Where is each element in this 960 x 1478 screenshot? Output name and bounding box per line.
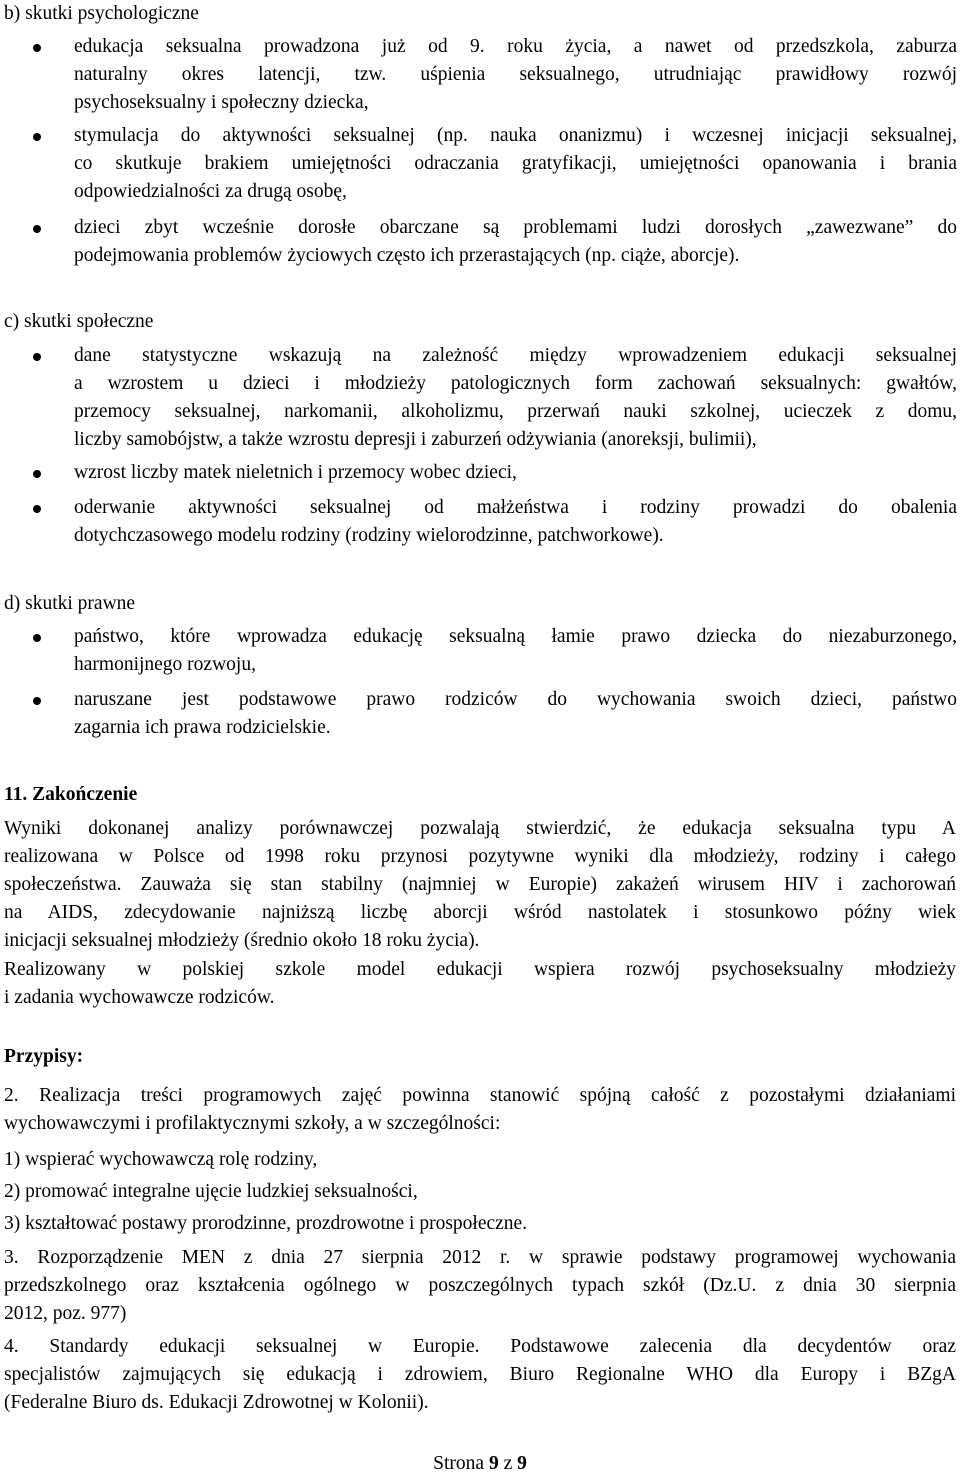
- text-line: edukacja seksualna prowadzona już od 9. roku życia, a nawet od przedszkola, zaburza: [74, 36, 957, 57]
- text-line: państwo, które wprowadza edukację seksualną łamie prawo dziecka do niezaburzonego,: [74, 626, 957, 647]
- text-line: co skutkuje brakiem umiejętności odraczania gratyfikacji, umiejętności opanowania i brania: [74, 153, 957, 174]
- text-line: 3) kształtować postawy prorodzinne, prozdrowotne i prospołeczne.: [4, 1213, 528, 1234]
- text-line: 2012, poz. 977): [4, 1303, 127, 1324]
- footnote-2-point: [4, 1146, 956, 1174]
- text-line: a wzrostem u dzieci i młodzieży patologicznych form zachowań seksualnych: gwałtów,: [74, 373, 957, 394]
- text-line: specjalistów zajmujących się edukacją i zdrowiem, Biuro Regionalne WHO dla Europy i BZgA: [4, 1364, 956, 1385]
- footer-total-pages: 9: [517, 1453, 527, 1474]
- text-line: odpowiedzialności za drugą osobę,: [74, 181, 347, 202]
- text-line: zagarnia ich prawa rodzicielskie.: [74, 717, 331, 738]
- conclusion-paragraph-1: [4, 815, 956, 955]
- text-line: liczby samobójstw, a także wzrostu depresji i zaburzeń odżywiania (anoreksji, bulimii),: [74, 429, 757, 450]
- footnote-2: [4, 1082, 956, 1138]
- text-line: 1) wspierać wychowawczą rolę rodziny,: [4, 1149, 318, 1170]
- text-line: naruszane jest podstawowe prawo rodziców do wychowania swoich dzieci, państwo: [74, 689, 957, 710]
- section-c-heading: c) skutki społeczne: [4, 311, 154, 332]
- text-line: 2) promować integralne ujęcie ludzkiej seksualności,: [4, 1181, 418, 1202]
- text-line: naturalny okres latencji, tzw. uśpienia seksualnego, utrudniając prawidłowy rozwój: [74, 64, 957, 85]
- bullet-icon: [33, 470, 41, 478]
- conclusion-heading: 11. Zakończenie: [4, 784, 138, 805]
- footer-page-number: 9: [488, 1453, 499, 1474]
- text-line: przedszkolnego oraz kształcenia ogólnego w poszczególnych typach szkół (Dz.U. z dnia 30 sierpnia: [4, 1275, 956, 1296]
- bullet-icon: [33, 225, 41, 233]
- footer-prefix: Strona: [433, 1453, 485, 1474]
- footnote-3: [4, 1244, 956, 1328]
- bullet-icon: [33, 133, 41, 141]
- text-line: dane statystyczne wskazują na zależność między wprowadzeniem edukacji seksualnej: [74, 345, 957, 366]
- bullet-icon: [33, 44, 41, 52]
- text-line: Realizowany w polskiej szkole model edukacji wspiera rozwój psychoseksualny młodzieży: [4, 959, 956, 980]
- footnote-2-point: [4, 1178, 956, 1206]
- text-line: i zadania wychowawcze rodziców.: [4, 987, 275, 1008]
- section-b-heading: b) skutki psychologiczne: [4, 3, 199, 24]
- text-line: inicjacji seksualnej młodzieży (średnio około 18 roku życia).: [4, 930, 480, 951]
- footer-separator: z: [503, 1453, 513, 1474]
- text-line: 3. Rozporządzenie MEN z dnia 27 sierpnia 2012 r. w sprawie podstawy programowej wychowania: [4, 1247, 956, 1268]
- bullet-icon: [33, 353, 41, 361]
- bullet-icon: [33, 505, 41, 513]
- text-line: przemocy seksualnej, narkomanii, alkoholizmu, przerwań nauki szkolnej, ucieczek z domu,: [74, 401, 957, 422]
- text-line: oderwanie aktywności seksualnej od małżeństwa i rodziny prowadzi do obalenia: [74, 497, 957, 518]
- text-line: na AIDS, zdecydowanie najniższą liczbę aborcji wśród nastolatek i stosunkowo późny wiek: [4, 902, 956, 923]
- text-line: 2. Realizacja treści programowych zajęć powinna stanowić spójną całość z pozostałymi działaniami: [4, 1085, 956, 1106]
- bullet-icon: [33, 697, 41, 705]
- text-line: 4. Standardy edukacji seksualnej w Europie. Podstawowe zalecenia dla decydentów oraz: [4, 1336, 956, 1357]
- text-line: stymulacja do aktywności seksualnej (np. nauka onanizmu) i wczesnej inicjacji seksualnej,: [74, 125, 957, 146]
- text-line: (Federalne Biuro ds. Edukacji Zdrowotnej w Kolonii).: [4, 1392, 429, 1413]
- text-line: wychowawczymi i profilaktycznymi szkoły, a w szczególności:: [4, 1113, 501, 1134]
- text-line: dzieci zbyt wcześnie dorosłe obarczane są problemami ludzi dorosłych „zawezwane” do: [74, 217, 957, 238]
- footnotes-heading: Przypisy:: [4, 1046, 84, 1067]
- section-d-heading: d) skutki prawne: [4, 593, 136, 614]
- text-line: Wyniki dokonanej analizy porównawczej pozwalają stwierdzić, że edukacja seksualna typu A: [4, 818, 956, 839]
- text-line: społeczeństwa. Zauważa się stan stabilny (najmniej w Europie) zakażeń wirusem HIV i zachorowań: [4, 874, 956, 895]
- text-line: wzrost liczby matek nieletnich i przemocy wobec dzieci,: [74, 462, 517, 483]
- bullet-icon: [33, 634, 41, 642]
- text-line: harmonijnego rozwoju,: [74, 654, 256, 675]
- footnote-4: [4, 1333, 956, 1417]
- text-line: realizowana w Polsce od 1998 roku przynosi pozytywne wyniki dla młodzieży, rodziny i całego: [4, 846, 956, 867]
- footnote-2-point: [4, 1210, 956, 1238]
- conclusion-paragraph-2: [4, 956, 956, 1012]
- text-line: psychoseksualny i społeczny dziecka,: [74, 92, 369, 113]
- text-line: podejmowania problemów życiowych często ich przerastających (np. ciąże, aborcje).: [74, 245, 740, 266]
- text-line: dotychczasowego modelu rodziny (rodziny wielorodzinne, patchworkowe).: [74, 525, 664, 546]
